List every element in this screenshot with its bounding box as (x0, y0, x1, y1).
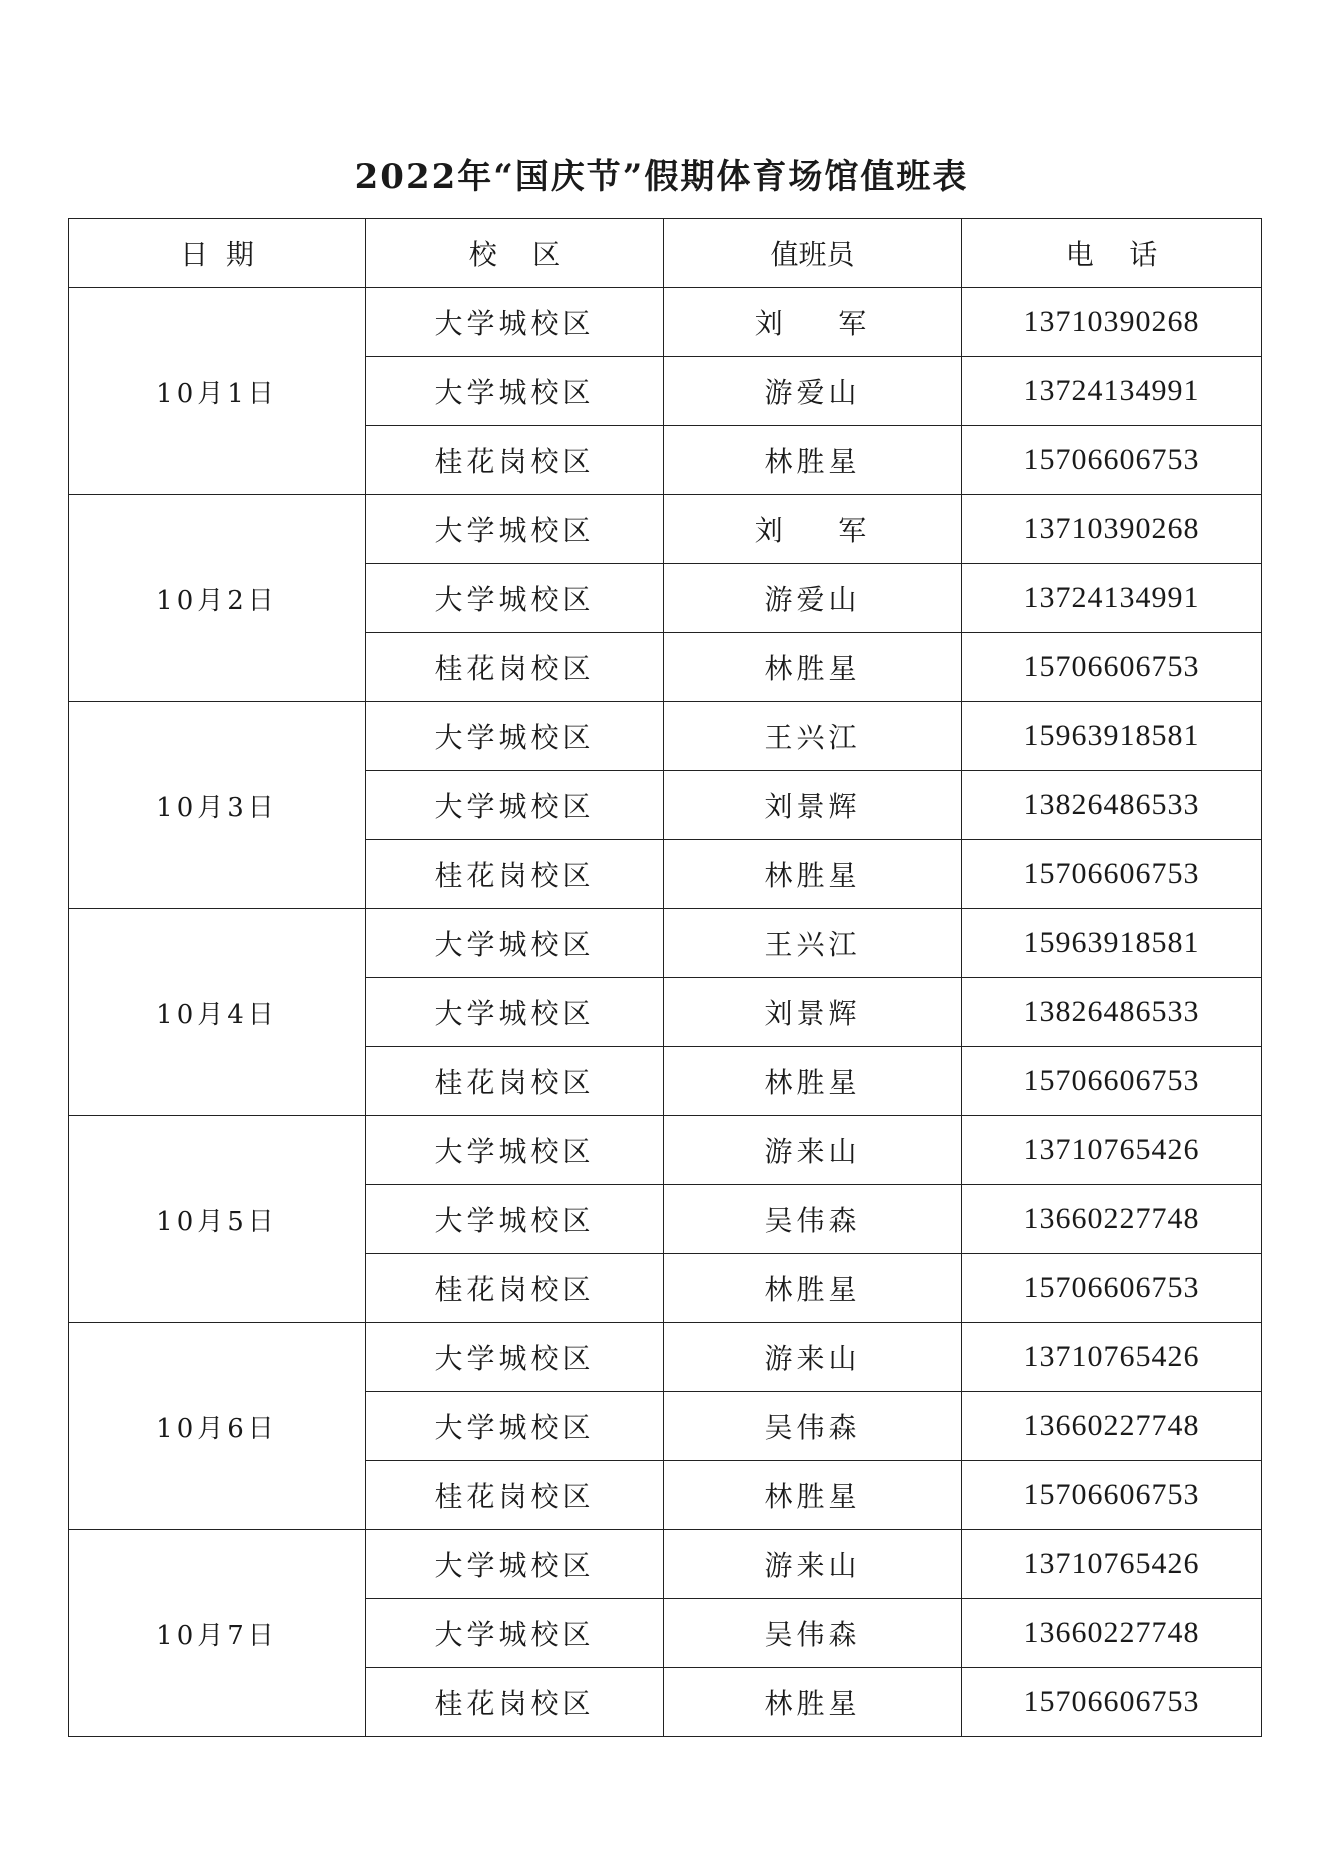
campus-cell: 大学城校区 (366, 978, 664, 1047)
person-cell: 游爱山 (664, 357, 962, 426)
phone-cell: 13710765426 (962, 1116, 1262, 1185)
person-cell: 林胜星 (664, 1254, 962, 1323)
person-cell: 刘景辉 (664, 978, 962, 1047)
phone-cell: 15963918581 (962, 702, 1262, 771)
campus-cell: 桂花岗校区 (366, 840, 664, 909)
person-cell: 王兴江 (664, 909, 962, 978)
person-cell: 林胜星 (664, 426, 962, 495)
person-cell: 林胜星 (664, 1668, 962, 1737)
date-cell: 10月3日 (69, 702, 366, 909)
campus-cell: 桂花岗校区 (366, 633, 664, 702)
campus-cell: 大学城校区 (366, 564, 664, 633)
date-cell: 10月5日 (69, 1116, 366, 1323)
person-cell: 游爱山 (664, 564, 962, 633)
campus-cell: 大学城校区 (366, 1116, 664, 1185)
date-cell: 10月4日 (69, 909, 366, 1116)
person-cell: 刘景辉 (664, 771, 962, 840)
campus-cell: 大学城校区 (366, 288, 664, 357)
person-cell: 游来山 (664, 1116, 962, 1185)
campus-cell: 大学城校区 (366, 909, 664, 978)
header-phone: 电 话 (962, 219, 1262, 288)
date-cell: 10月1日 (69, 288, 366, 495)
document-title: 2022年“国庆节”假期体育场馆值班表 (354, 157, 969, 197)
phone-cell: 13826486533 (962, 771, 1262, 840)
phone-cell: 15706606753 (962, 840, 1262, 909)
phone-cell: 13724134991 (962, 564, 1262, 633)
phone-cell: 13826486533 (962, 978, 1262, 1047)
phone-cell: 15706606753 (962, 633, 1262, 702)
date-cell: 10月6日 (69, 1323, 366, 1530)
campus-cell: 大学城校区 (366, 1530, 664, 1599)
campus-cell: 桂花岗校区 (366, 1254, 664, 1323)
table-row (69, 1530, 1262, 1599)
person-cell: 吴伟森 (664, 1185, 962, 1254)
campus-cell: 大学城校区 (366, 1185, 664, 1254)
date-cell: 10月2日 (69, 495, 366, 702)
phone-cell: 13660227748 (962, 1392, 1262, 1461)
phone-cell: 13660227748 (962, 1599, 1262, 1668)
header-campus: 校 区 (366, 219, 664, 288)
header-person: 值班员 (664, 219, 962, 288)
campus-cell: 桂花岗校区 (366, 426, 664, 495)
phone-cell: 13710390268 (962, 288, 1262, 357)
campus-cell: 大学城校区 (366, 1599, 664, 1668)
table-row (69, 495, 1262, 564)
campus-cell: 桂花岗校区 (366, 1668, 664, 1737)
phone-cell: 13660227748 (962, 1185, 1262, 1254)
person-cell: 林胜星 (664, 1461, 962, 1530)
campus-cell: 大学城校区 (366, 357, 664, 426)
campus-cell: 大学城校区 (366, 1323, 664, 1392)
campus-cell: 大学城校区 (366, 495, 664, 564)
table-row (69, 1116, 1262, 1185)
phone-cell: 15963918581 (962, 909, 1262, 978)
header-date: 日 期 (69, 219, 366, 288)
phone-cell: 13710390268 (962, 495, 1262, 564)
person-cell: 刘 军 (664, 495, 962, 564)
table-row (69, 909, 1262, 978)
person-cell: 游来山 (664, 1323, 962, 1392)
person-cell: 林胜星 (664, 1047, 962, 1116)
phone-cell: 13724134991 (962, 357, 1262, 426)
header-row (69, 219, 1262, 288)
phone-cell: 15706606753 (962, 426, 1262, 495)
phone-cell: 15706606753 (962, 1668, 1262, 1737)
phone-cell: 15706606753 (962, 1254, 1262, 1323)
date-cell: 10月7日 (69, 1530, 366, 1737)
person-cell: 吴伟森 (664, 1599, 962, 1668)
person-cell: 游来山 (664, 1530, 962, 1599)
person-cell: 林胜星 (664, 633, 962, 702)
table-row (69, 702, 1262, 771)
campus-cell: 桂花岗校区 (366, 1461, 664, 1530)
person-cell: 吴伟森 (664, 1392, 962, 1461)
table-body (69, 288, 1262, 1737)
phone-cell: 15706606753 (962, 1047, 1262, 1116)
duty-schedule-table (68, 218, 1262, 1737)
person-cell: 刘 军 (664, 288, 962, 357)
campus-cell: 桂花岗校区 (366, 1047, 664, 1116)
person-cell: 王兴江 (664, 702, 962, 771)
person-cell: 林胜星 (664, 840, 962, 909)
phone-cell: 13710765426 (962, 1323, 1262, 1392)
campus-cell: 大学城校区 (366, 771, 664, 840)
table-header (69, 219, 1262, 288)
table-row (69, 288, 1262, 357)
campus-cell: 大学城校区 (366, 1392, 664, 1461)
table-row (69, 1323, 1262, 1392)
campus-cell: 大学城校区 (366, 702, 664, 771)
phone-cell: 13710765426 (962, 1530, 1262, 1599)
phone-cell: 15706606753 (962, 1461, 1262, 1530)
